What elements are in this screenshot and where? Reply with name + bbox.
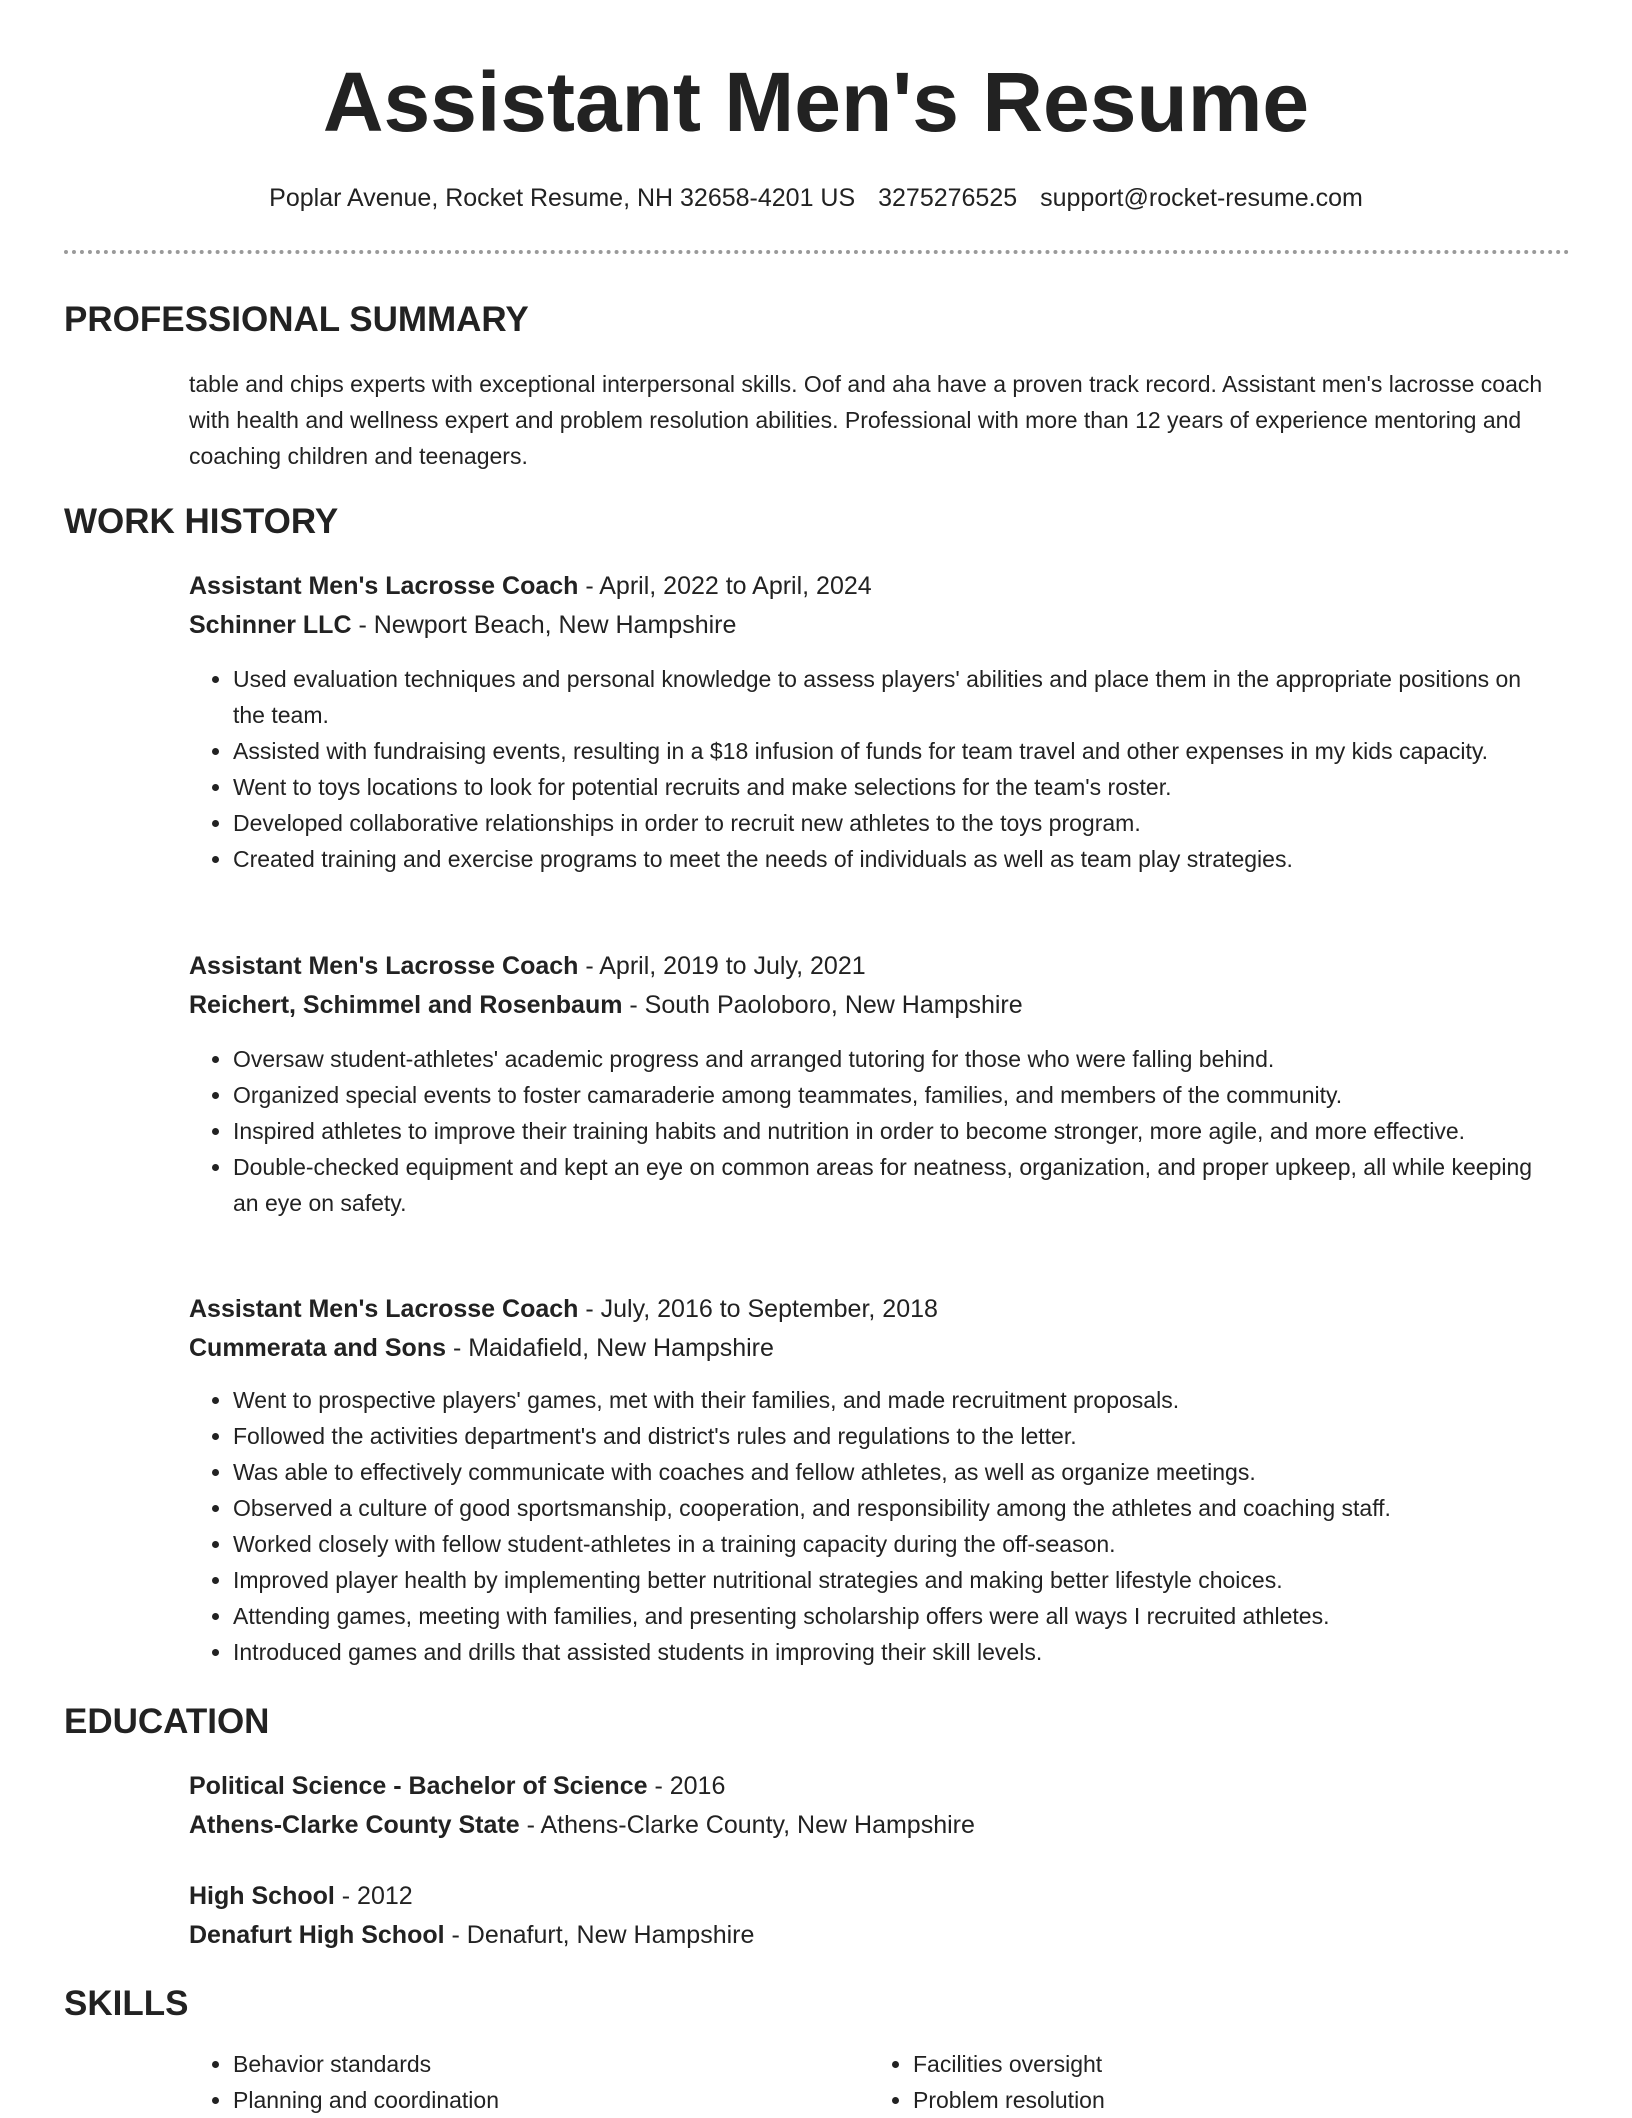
education-degree-line — [189, 1877, 1549, 1916]
job-location: - South Paoloboro, New Hampshire — [622, 991, 1023, 1019]
job-title-line — [189, 567, 1549, 606]
summary-heading: PROFESSIONAL SUMMARY — [64, 300, 529, 339]
job-location: - Maidafield, New Hampshire — [446, 1334, 774, 1362]
job-company: Cummerata and Sons — [189, 1334, 447, 1362]
skills-columns — [189, 2046, 1549, 2118]
skill-item: • Planning and coordination — [233, 2082, 869, 2118]
skill-item: • Facilities oversight — [913, 2046, 1549, 2082]
education-entry — [189, 1877, 1549, 1955]
work-history-heading: WORK HISTORY — [64, 502, 339, 541]
header-divider — [64, 250, 1570, 254]
contact-email: support@rocket-resume.com — [1040, 184, 1363, 212]
bullet-item: • Attending games, meeting with families, and presenting scholarship offers were all ways I recruited athletes. — [233, 1598, 1549, 1634]
bullet-item: • Developed collaborative relationships in order to recruit new athletes to the toys program. — [233, 805, 1549, 841]
education-school: Denafurt High School — [189, 1921, 445, 1949]
job-entry — [189, 567, 1549, 877]
education-school-line — [189, 1916, 1549, 1955]
bullet-item: • Went to toys locations to look for potential recruits and make selections for the team's roster. — [233, 769, 1549, 805]
job-company-line — [189, 606, 1549, 645]
job-company: Schinner LLC — [189, 611, 352, 639]
education-entry — [189, 1767, 1549, 1845]
education-degree: Political Science - Bachelor of Science — [189, 1772, 648, 1800]
summary-text: table and chips experts with exceptional interpersonal skills. Oof and aha have a proven track record. Assistant men's lacrosse coach with health and wellness expert and problem resolution abilities. Professional with more than 12 years of experience mentoring and coaching children and teenagers. — [189, 371, 1543, 469]
skills-left-list — [189, 2046, 869, 2118]
bullet-item: • Organized special events to foster camaraderie among teammates, families, and members of the community. — [233, 1077, 1549, 1113]
contact-address: Poplar Avenue, Rocket Resume, NH 32658-4201 US — [269, 184, 856, 212]
job-position: Assistant Men's Lacrosse Coach — [189, 952, 579, 980]
education-location: - Denafurt, New Hampshire — [444, 1921, 755, 1949]
education-school: Athens-Clarke County State — [189, 1811, 520, 1839]
education-degree-line — [189, 1767, 1549, 1806]
job-entry — [189, 947, 1549, 1221]
job-position: Assistant Men's Lacrosse Coach — [189, 572, 579, 600]
bullet-item: • Observed a culture of good sportsmanship, cooperation, and responsibility among the athletes and coaching staff. — [233, 1490, 1549, 1526]
job-company-line — [189, 986, 1549, 1025]
education-heading: EDUCATION — [64, 1702, 270, 1741]
job-bullets — [189, 1382, 1549, 1670]
job-title-line — [189, 947, 1549, 986]
job-position: Assistant Men's Lacrosse Coach — [189, 1295, 579, 1323]
skills-heading: SKILLS — [64, 1984, 189, 2023]
bullet-item: • Assisted with fundraising events, resulting in a $18 infusion of funds for team travel and other expenses in my kids capacity. — [233, 733, 1549, 769]
education-degree: High School — [189, 1882, 335, 1910]
job-company: Reichert, Schimmel and Rosenbaum — [189, 991, 623, 1019]
contact-line — [0, 180, 1632, 216]
education-school-line — [189, 1806, 1549, 1845]
job-dates: - July, 2016 to September, 2018 — [578, 1295, 938, 1323]
bullet-item: • Introduced games and drills that assisted students in improving their skill levels. — [233, 1634, 1549, 1670]
bullet-item: • Created training and exercise programs to meet the needs of individuals as well as team play strategies. — [233, 841, 1549, 877]
bullet-item: • Worked closely with fellow student-athletes in a training capacity during the off-season. — [233, 1526, 1549, 1562]
bullet-item: • Double-checked equipment and kept an eye on common areas for neatness, organization, and proper upkeep, all while keeping an eye on safety. — [233, 1149, 1549, 1221]
contact-phone: 3275276525 — [878, 184, 1018, 212]
bullet-item: • Inspired athletes to improve their training habits and nutrition in order to become stronger, more agile, and more effective. — [233, 1113, 1549, 1149]
job-title-line — [189, 1290, 1549, 1329]
bullet-item: • Was able to effectively communicate with coaches and fellow athletes, as well as organize meetings. — [233, 1454, 1549, 1490]
job-entry — [189, 1290, 1549, 1670]
bullet-item: • Followed the activities department's and district's rules and regulations to the letter. — [233, 1418, 1549, 1454]
resume-name: Assistant Men's Resume — [322, 55, 1310, 149]
skill-item: • Behavior standards — [233, 2046, 869, 2082]
skills-right-list — [869, 2046, 1549, 2118]
bullet-item: • Used evaluation techniques and personal knowledge to assess players' abilities and place them in the appropriate positions on the team. — [233, 661, 1549, 733]
bullet-item: • Went to prospective players' games, met with their families, and made recruitment proposals. — [233, 1382, 1549, 1418]
education-location: - Athens-Clarke County, New Hampshire — [519, 1811, 975, 1839]
job-location: - Newport Beach, New Hampshire — [351, 611, 737, 639]
skill-item: • Problem resolution — [913, 2082, 1549, 2118]
education-year: - 2016 — [647, 1772, 726, 1800]
job-bullets — [189, 661, 1549, 877]
job-dates: - April, 2022 to April, 2024 — [578, 572, 872, 600]
bullet-item: • Oversaw student-athletes' academic progress and arranged tutoring for those who were falling behind. — [233, 1041, 1549, 1077]
job-bullets — [189, 1041, 1549, 1221]
job-dates: - April, 2019 to July, 2021 — [578, 952, 866, 980]
bullet-item: • Improved player health by implementing better nutritional strategies and making better lifestyle choices. — [233, 1562, 1549, 1598]
education-year: - 2012 — [334, 1882, 413, 1910]
job-company-line — [189, 1329, 1549, 1368]
